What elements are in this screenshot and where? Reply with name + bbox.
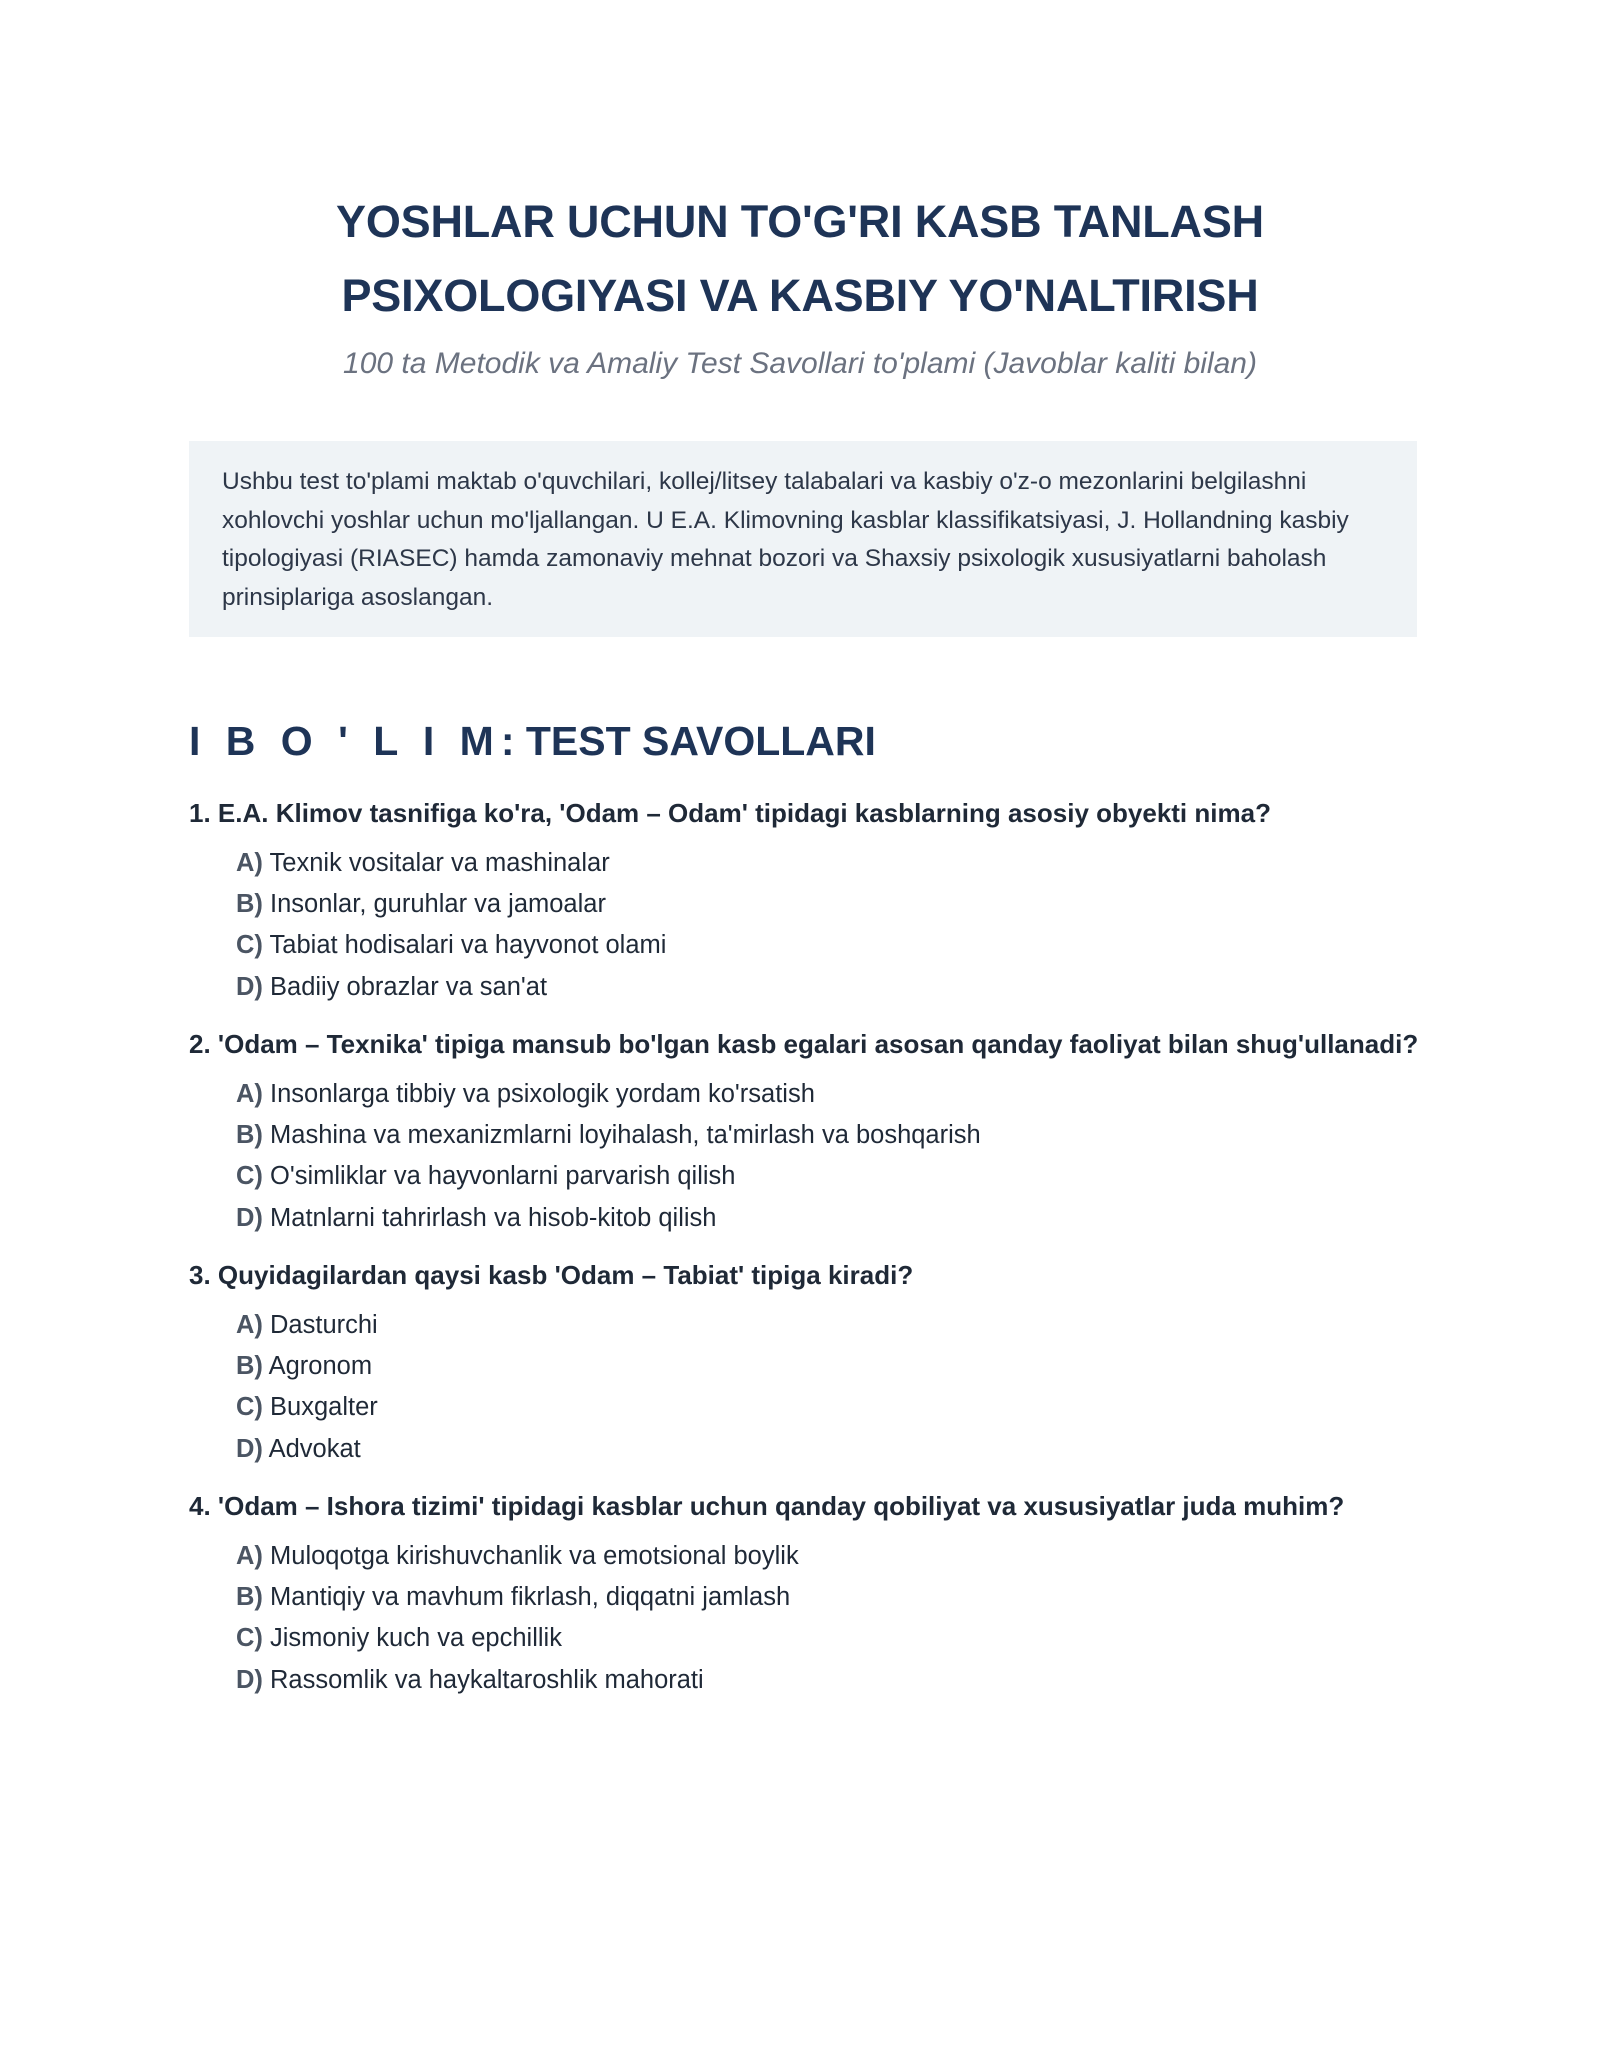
question-item — [189, 1027, 1449, 1239]
option-text: Mashina va mexanizmlarni loyihalash, ta'mirlash va boshqarish — [270, 1121, 981, 1150]
answer-options — [189, 843, 1449, 1008]
option-text: Tabiat hodisalari va hayvonot olami — [269, 931, 667, 960]
option-letter: D) — [236, 1434, 263, 1463]
answer-option[interactable] — [236, 967, 1449, 1008]
question-text: 3. Quyidagilardan qaysi kasb 'Odam – Tabiat' tipiga kiradi? — [189, 1260, 914, 1290]
option-text: Advokat — [268, 1434, 361, 1463]
option-letter: C) — [236, 1162, 263, 1191]
option-text: Rassomlik va haykaltaroshlik mahorati — [270, 1665, 704, 1694]
option-letter: A) — [236, 849, 263, 877]
answer-option[interactable] — [236, 1536, 1449, 1577]
answer-option[interactable] — [236, 1577, 1449, 1618]
option-letter: B) — [236, 1352, 263, 1381]
option-letter: D) — [236, 972, 263, 1001]
title-line-1: YOSHLAR UCHUN TO'G'RI KASB TANLASH — [336, 196, 1264, 247]
option-text: Insonlar, guruhlar va jamoalar — [270, 890, 606, 919]
option-text: Mantiqiy va mavhum fikrlash, diqqatni jamlash — [270, 1583, 791, 1612]
answer-option[interactable] — [236, 1115, 1449, 1156]
answer-option[interactable] — [236, 1346, 1449, 1387]
answer-option[interactable] — [236, 1305, 1449, 1346]
option-letter: B) — [236, 1121, 263, 1150]
option-text: Badiiy obrazlar va san'at — [270, 972, 548, 1001]
option-letter: C) — [236, 931, 263, 960]
question-text: 4. 'Odam – Ishora tizimi' tipidagi kasblar uchun qanday qobiliyat va xususiyatlar juda muhim? — [189, 1491, 1345, 1521]
question-item — [189, 796, 1449, 1008]
answer-option[interactable] — [236, 925, 1449, 966]
answer-option[interactable] — [236, 1660, 1449, 1701]
option-letter: D) — [236, 1203, 263, 1232]
option-text: Dasturchi — [270, 1311, 378, 1339]
section-title-spaced: I B O ' L I M — [189, 718, 501, 764]
answer-option[interactable] — [236, 884, 1449, 925]
title-line-2: PSIXOLOGIYASI VA KASBIY YO'NALTIRISH — [341, 270, 1259, 321]
section-title — [189, 713, 1429, 769]
question-text: 1. E.A. Klimov tasnifiga ko'ra, 'Odam – Odam' tipidagi kasblarning asosiy obyekti nima? — [189, 798, 1271, 828]
option-text: Agronom — [268, 1352, 373, 1381]
answer-option[interactable] — [236, 843, 1449, 884]
answer-option[interactable] — [236, 1387, 1449, 1428]
option-letter: A) — [236, 1311, 263, 1339]
intro-box: Ushbu test to'plami maktab o'quvchilari, kollej/litsey talabalari va kasbiy o'z-o mezonlarini belgilashni xohlovchi yoshlar uchun mo'ljallangan. U E.A. Klimovning kasblar klassifikatsiyasi, J. Hollandning kasbiy tipologiyasi (RIASEC) hamda zamonaviy mehnat bozori va Shaxsiy psixologik xususiyatlarni baholash prinsiplariga asoslangan. — [189, 441, 1417, 637]
option-letter: C) — [236, 1624, 263, 1653]
option-text: Matnlarni tahrirlash va hisob-kitob qilish — [270, 1203, 717, 1232]
option-text: Jismoniy kuch va epchillik — [270, 1624, 562, 1653]
option-text: Buxgalter — [270, 1393, 378, 1422]
answer-option[interactable] — [236, 1618, 1449, 1659]
answer-option[interactable] — [236, 1074, 1449, 1115]
question-text: 2. 'Odam – Texnika' tipiga mansub bo'lgan kasb egalari asosan qanday faoliyat bilan shug'ullanadi? — [189, 1029, 1419, 1059]
option-text: Insonlarga tibbiy va psixologik yordam ko'rsatish — [270, 1080, 815, 1108]
option-text: Texnik vositalar va mashinalar — [269, 849, 610, 877]
option-letter: B) — [236, 890, 263, 919]
answer-option[interactable] — [236, 1156, 1449, 1197]
option-letter: B) — [236, 1583, 263, 1612]
option-text: O'simliklar va hayvonlarni parvarish qilish — [270, 1162, 736, 1191]
answer-options — [189, 1536, 1449, 1701]
option-letter: C) — [236, 1393, 263, 1422]
option-letter: D) — [236, 1665, 263, 1694]
answer-options — [189, 1305, 1449, 1470]
answer-options — [189, 1074, 1449, 1239]
option-letter: A) — [236, 1080, 263, 1108]
answer-option[interactable] — [236, 1198, 1449, 1239]
option-letter: A) — [236, 1542, 263, 1570]
question-item — [189, 1489, 1449, 1701]
option-text: Muloqotga kirishuvchanlik va emotsional boylik — [270, 1542, 799, 1570]
document-title — [0, 185, 1600, 333]
section-title-rest: : TEST SAVOLLARI — [500, 718, 876, 764]
document-subtitle: 100 ta Metodik va Amaliy Test Savollari to'plami (Javoblar kaliti bilan) — [343, 347, 1257, 380]
answer-option[interactable] — [236, 1429, 1449, 1470]
question-item — [189, 1258, 1449, 1470]
